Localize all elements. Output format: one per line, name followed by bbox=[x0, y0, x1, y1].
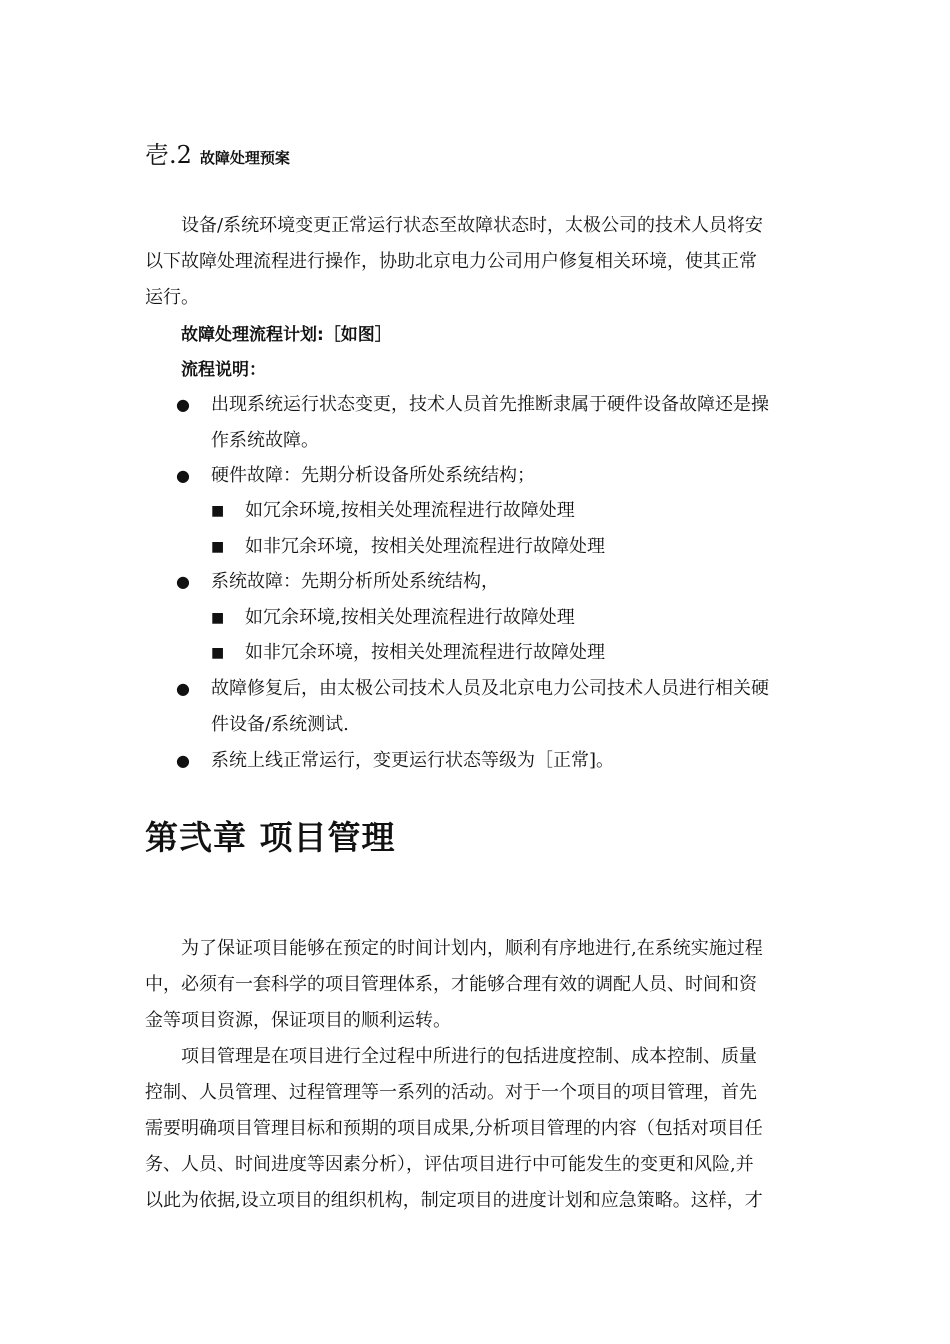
section-number: 壱.2 bbox=[145, 141, 192, 169]
square-bullet-icon: ■ bbox=[211, 610, 225, 626]
para-2-line-5: 以此为依据,设立项目的组织机构，制定项目的进度计划和应急策略。这样，才 bbox=[145, 1190, 763, 1211]
square-bullet-icon: ■ bbox=[211, 539, 225, 555]
intro-line-2: 以下故障处理流程进行操作，协助北京电力公司用户修复相关环境，使其正常 bbox=[145, 251, 757, 272]
para-2-line-1: 项目管理是在项目进行全过程中所进行的包括进度控制、成本控制、质量 bbox=[181, 1046, 757, 1067]
para-1-line-3: 金等项目资源，保证项目的顺利运转。 bbox=[145, 1010, 451, 1031]
bullet-4-line-1: 故障修复后，由太极公司技术人员及北京电力公司技术人员进行相关硬 bbox=[211, 678, 769, 699]
bullet-icon: ● bbox=[176, 572, 190, 591]
chapter-title: 第弐章 项目管理 bbox=[145, 818, 396, 857]
bullet-2-sub-2: 如非冗余环境，按相关处理流程进行故障处理 bbox=[245, 536, 605, 557]
bullet-2: 硬件故障：先期分析设备所处系统结构； bbox=[211, 465, 535, 486]
section-title: 故障处理预案 bbox=[199, 149, 290, 167]
square-bullet-icon: ■ bbox=[211, 645, 225, 661]
bullet-3: 系统故障：先期分析所处系统结构， bbox=[211, 571, 499, 592]
intro-line-3: 运行。 bbox=[145, 287, 199, 308]
para-2-line-3: 需要明确项目管理目标和预期的项目成果,分析项目管理的内容（包括对项目任 bbox=[145, 1118, 763, 1139]
bullet-3-sub-2: 如非冗余环境，按相关处理流程进行故障处理 bbox=[245, 642, 605, 663]
para-1-line-2: 中，必须有一套科学的项目管理体系，才能够合理有效的调配人员、时间和资 bbox=[145, 974, 757, 995]
section-heading bbox=[145, 135, 290, 167]
bullet-icon: ● bbox=[176, 751, 190, 770]
bullet-1-line-1: 出现系统运行状态变更，技术人员首先推断隶属于硬件设备故障还是操 bbox=[211, 394, 769, 415]
bullet-5: 系统上线正常运行，变更运行状态等级为［正常]。 bbox=[211, 750, 615, 771]
para-1-line-1: 为了保证项目能够在预定的时间计划内，顺利有序地进行,在系统实施过程 bbox=[181, 938, 763, 959]
bullet-4-line-2: 件设备/系统测试. bbox=[211, 714, 349, 735]
para-2-line-4: 务、人员、时间进度等因素分析），评估项目进行中可能发生的变更和风险,并 bbox=[145, 1154, 754, 1175]
para-2-line-2: 控制、人员管理、过程管理等一系列的活动。对于一个项目的项目管理，首先 bbox=[145, 1082, 757, 1103]
bullet-icon: ● bbox=[176, 679, 190, 698]
plan-label: 故障处理流程计划:［如图］ bbox=[181, 325, 392, 345]
bullet-1-line-2: 作系统故障。 bbox=[211, 430, 319, 451]
bullet-3-sub-1: 如冗余环境,按相关处理流程进行故障处理 bbox=[245, 607, 575, 628]
intro-line-1: 设备/系统环境变更正常运行状态至故障状态时，太极公司的技术人员将安 bbox=[181, 215, 764, 236]
square-bullet-icon: ■ bbox=[211, 503, 225, 519]
bullet-icon: ● bbox=[176, 395, 190, 414]
flow-label: 流程说明： bbox=[181, 360, 266, 380]
bullet-icon: ● bbox=[176, 466, 190, 485]
bullet-2-sub-1: 如冗余环境,按相关处理流程进行故障处理 bbox=[245, 500, 575, 521]
